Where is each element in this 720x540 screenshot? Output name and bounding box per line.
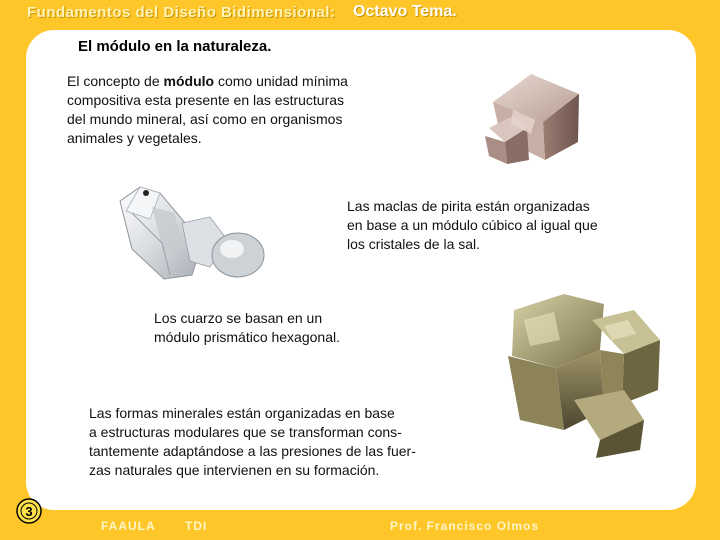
footer-school: FAAULA [101,519,156,533]
intro-line-3: del mundo mineral, así como en organismos [67,111,343,127]
intro-line-2: compositiva esta presente en las estructuras [67,92,345,108]
intro-text-b: como unidad mínima [214,73,348,89]
intro-paragraph [67,72,348,148]
formas-paragraph [89,404,416,480]
pyrite-crystal-image [504,290,664,458]
pirita-line-2: en base a un módulo cúbico al igual que [347,217,598,233]
footer-course-code: TDI [185,519,208,533]
pirita-line-1: Las maclas de pirita están organizadas [347,198,590,214]
pirita-paragraph [347,197,598,254]
formas-line-4: zas naturales que intervienen en su formación. [89,462,380,478]
intro-text-a: El concepto de [67,73,164,89]
formas-line-3: tantemente adaptándose a las presiones de las fuer- [89,443,416,459]
intro-line-1 [67,72,348,91]
header-bar [0,0,720,32]
quartz-crystal-image [112,183,270,287]
course-title: Fundamentos del Diseño Bidimensional: [27,4,336,21]
pirita-line-3: los cristales de la sal. [347,236,481,252]
page-number: 3 [25,504,33,519]
page-number-badge [16,498,42,524]
formas-line-2: a estructuras modulares que se transforman cons- [89,424,402,440]
cuarzo-paragraph [154,309,340,347]
cuarzo-line-2: módulo prismático hexagonal. [154,329,340,345]
intro-bold-word: módulo [163,73,215,89]
footer-professor: Prof. Francisco Olmos [390,519,540,533]
slide-title: El módulo en la naturaleza. [78,38,272,55]
topic-title: Octavo Tema. [353,3,457,20]
cuarzo-line-1: Los cuarzo se basan en un [154,310,323,326]
intro-line-4: animales y vegetales. [67,130,202,146]
salt-crystal-image [483,64,585,168]
formas-line-1: Las formas minerales están organizadas en base [89,405,395,421]
